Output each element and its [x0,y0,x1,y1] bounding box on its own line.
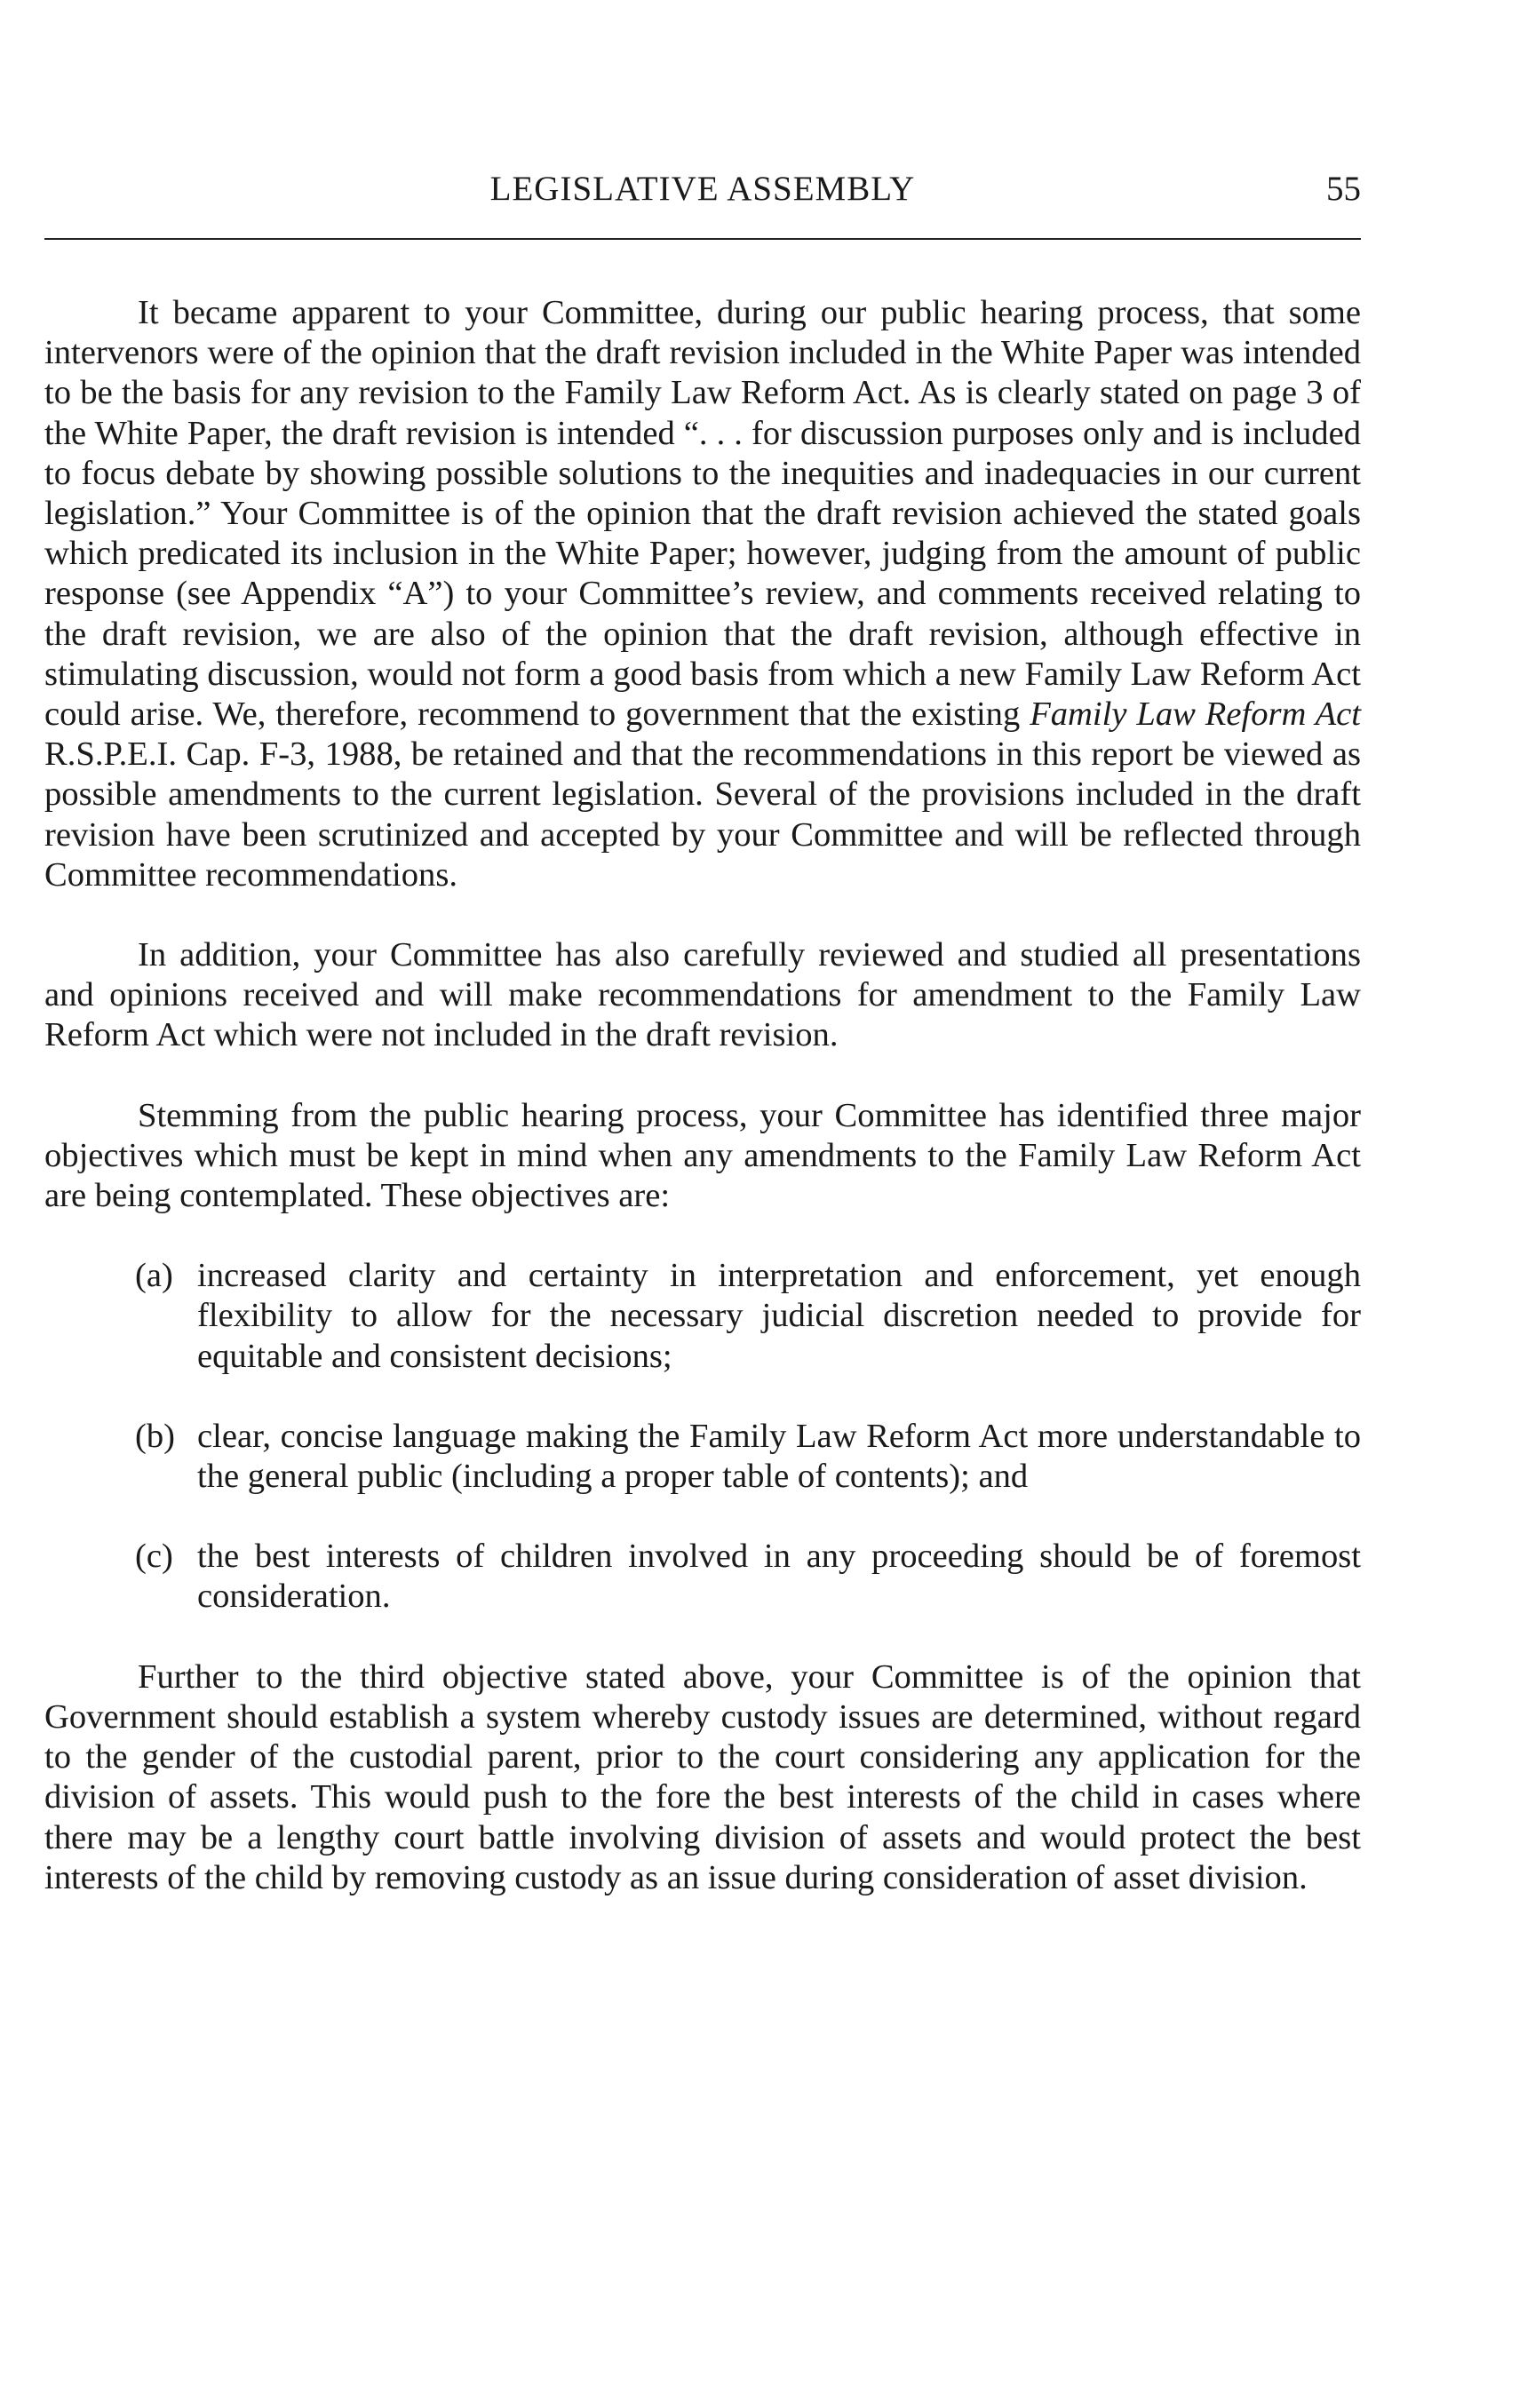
list-item [44,1417,1361,1497]
list-item-label: (c) [135,1538,173,1576]
paragraph-2: In addition, your Committee has also carefully reviewed and studied all presentations and opinions received and will make recommendations for amendment to the Family Law Reform Act which were not included in the draft revision. [44,936,1361,1054]
running-header [44,169,1361,213]
paragraph-3: Stemming from the public hearing process, your Committee has identified three major objectives which must be kept in mind when any amendments to the Family Law Reform Act are being contemplated. These objectives are: [44,1096,1361,1215]
act-title-italic: Family Law Reform Act [1030,695,1361,734]
paragraph-4: Further to the third objective stated above, your Committee is of the opinion that Government should establish a system whereby custody issues are determined, without regard to the gender of the custodial parent, prior to the court considering any application for the division of assets. This would push to the fore the best interests of the child in cases where there may be a lengthy court battle involving division of assets and would protect the best interests of the child by removing custody as an issue during consideration of asset division. [44,1657,1361,1896]
paragraph-1-text-a: It became apparent to your Committee, during our public hearing process, that some intervenors were of the opinion that the draft revision included in the White Paper was intended to be the basis for any revision to the Family Law Reform Act. As is clearly stated on page 3 of the White Paper, the draft revision is intended “. . . for discussion purposes only and is included to focus debate by showing possible solutions to the inequities and inadequacies in our current legislation.” Your Committee is of the opinion that the draft revision achieved the stated goals which predicated its inclusion in the White Paper; however, judging from the amount of public response (see Appendix “A”) to your Committee’s review, and comments received relating to the draft revision, we are also of the opinion that the draft revision, although effective in stimulating discussion, would not form a good basis from which a new Family Law Reform Act could arise. We, therefore, recommend to government that the existing [44,294,1361,734]
list-item [44,1537,1361,1617]
page-number: 55 [1326,170,1361,208]
objectives-list [44,1256,1361,1617]
list-item-text: increased clarity and certainty in interpretation and enforcement, yet enough flexibility to allow for the necessary judicial discretion needed to provide for equitable and consistent decisions; [197,1257,1361,1375]
paragraph-1 [44,293,1361,895]
running-title: LEGISLATIVE ASSEMBLY [489,170,916,208]
list-item-text: clear, concise language making the Family Law Reform Act more understandable to the general public (including a proper table of contents); and [197,1417,1361,1496]
list-item-label: (b) [135,1417,175,1455]
paragraph-1-text-b: R.S.P.E.I. Cap. F-3, 1988, be retained and that the recommendations in this report be viewed as possible amendments to the current legislation. Several of the provisions included in the draft revision have been scrutinized and accepted by your Committee and will be reflected through Committee recommendations. [44,735,1361,894]
list-item [44,1256,1361,1377]
list-item-label: (a) [135,1257,173,1295]
list-item-text: the best interests of children involved in any proceeding should be of foremost consideration. [197,1538,1361,1616]
header-rule [44,238,1361,240]
body-text [44,293,1361,1938]
